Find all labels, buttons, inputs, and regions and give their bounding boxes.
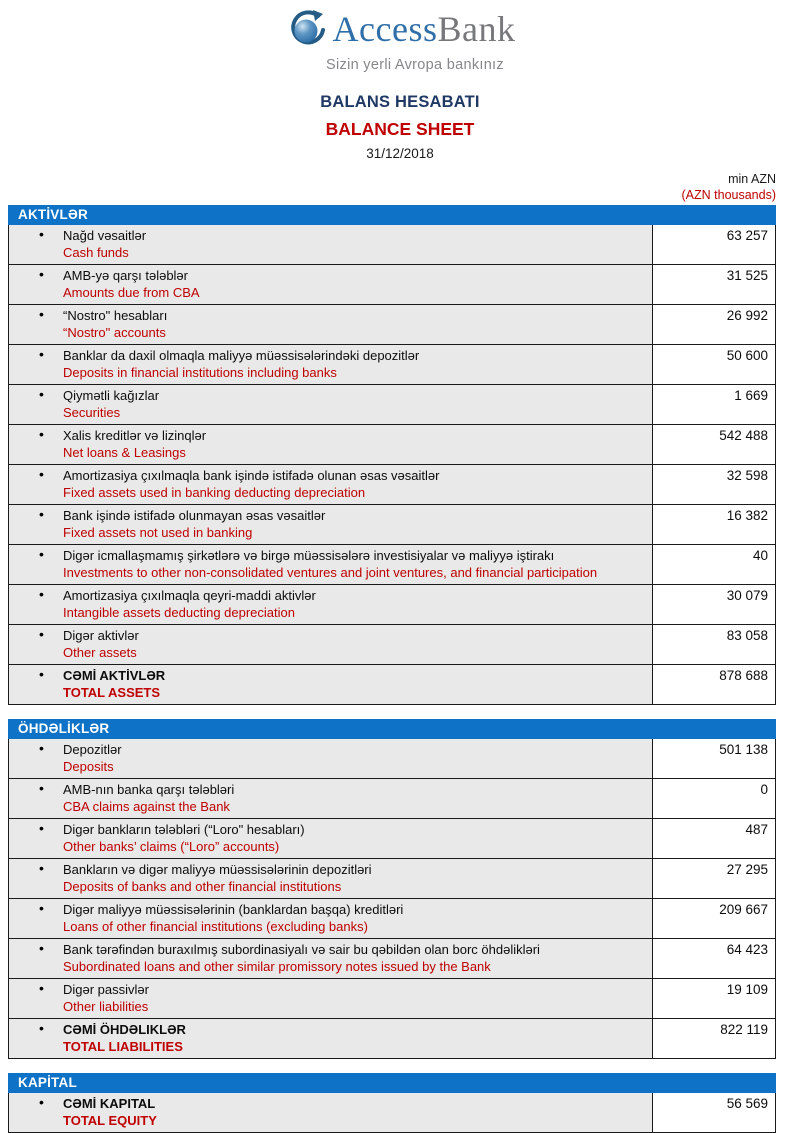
row-label-az: Amortizasiya çıxılmaqla qeyri-maddi aktivlər	[63, 588, 316, 603]
row-value: 56 569	[653, 1093, 775, 1132]
row-label-en: Other banks’ claims (“Loro” accounts)	[63, 839, 280, 854]
section-header: ÖHDƏLİKLƏR	[8, 719, 776, 739]
report-date: 31/12/2018	[366, 146, 434, 161]
bullet-icon: •	[39, 426, 44, 442]
section-rows	[8, 739, 776, 1059]
section-header: AKTİVLƏR	[8, 205, 776, 225]
table-row	[9, 1093, 775, 1132]
row-label-cell	[9, 305, 653, 344]
row-value: 0	[653, 779, 775, 818]
row-label-en: Net loans & Leasings	[63, 445, 186, 460]
row-label-cell	[9, 505, 653, 544]
table-row	[9, 225, 775, 265]
bullet-icon: •	[39, 1094, 44, 1110]
table-row	[9, 899, 775, 939]
table-row	[9, 779, 775, 819]
row-value: 40	[653, 545, 775, 584]
table-row	[9, 819, 775, 859]
table-row	[9, 939, 775, 979]
row-value: 32 598	[653, 465, 775, 504]
bullet-icon: •	[39, 820, 44, 836]
table-row	[9, 505, 775, 545]
row-value: 31 525	[653, 265, 775, 304]
row-label-az: Bank işində istifadə olunmayan əsas vəsaitlər	[63, 508, 326, 523]
row-label-az: AMB-nın banka qarşı tələbləri	[63, 782, 235, 797]
row-value: 1 669	[653, 385, 775, 424]
row-value: 487	[653, 819, 775, 858]
table-row	[9, 665, 775, 704]
row-label-az: Bank tərəfindən buraxılmış subordinasiyalı və sair bu qəbildən olan borc öhdəlikləri	[63, 942, 540, 957]
row-label-az: Amortizasiya çıxılmaqla bank işində istifadə olunan əsas vəsaitlər	[63, 468, 440, 483]
table-row	[9, 385, 775, 425]
table-row	[9, 465, 775, 505]
row-label-cell	[9, 665, 653, 704]
globe-arrows-icon	[285, 8, 327, 50]
unit-note-en: (AZN thousands)	[681, 188, 776, 202]
row-value: 64 423	[653, 939, 775, 978]
row-label-az: Nağd vəsaitlər	[63, 228, 147, 243]
row-label-en: Fixed assets used in banking deducting depreciation	[63, 485, 366, 500]
row-label-cell	[9, 545, 653, 584]
accessbank-logo	[285, 8, 516, 50]
balance-section	[8, 719, 776, 1059]
row-label-cell	[9, 1093, 653, 1132]
bullet-icon: •	[39, 626, 44, 642]
brand-tagline: Sizin yerli Avropa bankınız	[326, 57, 504, 73]
bullet-icon: •	[39, 740, 44, 756]
unit-note-az: min AZN	[728, 172, 776, 186]
bullet-icon: •	[39, 940, 44, 956]
bullet-icon: •	[39, 586, 44, 602]
row-label-cell	[9, 819, 653, 858]
row-label-az: Digər passivlər	[63, 982, 149, 997]
row-label-en: Deposits of banks and other financial institutions	[63, 879, 342, 894]
row-label-cell	[9, 585, 653, 624]
row-label-cell	[9, 425, 653, 464]
section-rows	[8, 1093, 776, 1133]
table-row	[9, 625, 775, 665]
row-label-cell	[9, 979, 653, 1018]
row-label-az: Digər bankların tələbləri (“Loro" hesabları)	[63, 822, 305, 837]
logo-wordmark	[333, 11, 516, 47]
row-label-az: Depozitlər	[63, 742, 122, 757]
row-value: 27 295	[653, 859, 775, 898]
row-label-az: “Nostro" hesabları	[63, 308, 168, 323]
row-label-cell	[9, 739, 653, 778]
table-row	[9, 739, 775, 779]
balance-section	[8, 1073, 776, 1133]
row-label-en: Loans of other financial institutions (excluding banks)	[63, 919, 368, 934]
row-label-cell	[9, 939, 653, 978]
bullet-icon: •	[39, 546, 44, 562]
table-row	[9, 265, 775, 305]
document-header	[0, 0, 800, 161]
bullet-icon: •	[39, 346, 44, 362]
row-value: 50 600	[653, 345, 775, 384]
row-label-az: Qiymətli kağızlar	[63, 388, 160, 403]
logo-text-access: Access	[332, 9, 438, 49]
row-label-cell	[9, 465, 653, 504]
row-label-az: Banklar da daxil olmaqla maliyyə müəssisələrindəki depozitlər	[63, 348, 420, 363]
row-label-en: Deposits in financial institutions including banks	[63, 365, 337, 380]
row-label-az: CƏMİ KAPITAL	[63, 1096, 156, 1111]
bullet-icon: •	[39, 506, 44, 522]
bullet-icon: •	[39, 306, 44, 322]
row-label-az: AMB-yə qarşı tələblər	[63, 268, 188, 283]
row-label-en: Other assets	[63, 645, 137, 660]
page-title-en: BALANCE SHEET	[325, 119, 475, 139]
table-row	[9, 859, 775, 899]
table-row	[9, 345, 775, 385]
unit-note	[8, 171, 776, 203]
row-label-en: Deposits	[63, 759, 114, 774]
row-label-en: “Nostro" accounts	[63, 325, 166, 340]
row-label-cell	[9, 385, 653, 424]
row-label-az: CƏMİ AKTİVLƏR	[63, 668, 166, 683]
row-label-cell	[9, 1019, 653, 1058]
row-value: 209 667	[653, 899, 775, 938]
section-rows	[8, 225, 776, 705]
row-label-cell	[9, 625, 653, 664]
logo-text-bank: Bank	[437, 9, 516, 49]
row-label-en: Other liabilities	[63, 999, 149, 1014]
row-label-en: TOTAL ASSETS	[63, 685, 161, 700]
row-label-cell	[9, 345, 653, 384]
row-value: 16 382	[653, 505, 775, 544]
bullet-icon: •	[39, 780, 44, 796]
page-title-az: BALANS HESABATI	[320, 93, 480, 111]
bullet-icon: •	[39, 900, 44, 916]
row-label-az: Digər icmallaşmamış şirkətlərə və birgə müəssisələrə investisiyalar və maliyyə iştirakı	[63, 548, 555, 563]
bullet-icon: •	[39, 386, 44, 402]
row-value: 83 058	[653, 625, 775, 664]
row-label-en: Subordinated loans and other similar promissory notes issued by the Bank	[63, 959, 491, 974]
row-label-cell	[9, 859, 653, 898]
row-label-az: Digər aktivlər	[63, 628, 139, 643]
row-label-az: CƏMİ ÖHDƏLIKLƏR	[63, 1022, 186, 1037]
row-label-cell	[9, 899, 653, 938]
bullet-icon: •	[39, 226, 44, 242]
bullet-icon: •	[39, 666, 44, 682]
table-row	[9, 545, 775, 585]
row-label-en: TOTAL LIABILITIES	[63, 1039, 183, 1054]
row-label-en: Fixed assets not used in banking	[63, 525, 253, 540]
table-row	[9, 979, 775, 1019]
row-value: 26 992	[653, 305, 775, 344]
row-value: 822 119	[653, 1019, 775, 1058]
row-label-cell	[9, 265, 653, 304]
row-label-en: Cash funds	[63, 245, 129, 260]
bullet-icon: •	[39, 860, 44, 876]
row-value: 30 079	[653, 585, 775, 624]
row-value: 542 488	[653, 425, 775, 464]
row-label-az: Bankların və digər maliyyə müəssisələrinin depozitləri	[63, 862, 372, 877]
row-label-en: Intangible assets deducting depreciation	[63, 605, 295, 620]
table-row	[9, 585, 775, 625]
row-label-en: Investments to other non-consolidated ventures and joint ventures, and financial participation	[63, 565, 598, 580]
bullet-icon: •	[39, 266, 44, 282]
row-value: 19 109	[653, 979, 775, 1018]
row-value: 63 257	[653, 225, 775, 264]
table-row	[9, 425, 775, 465]
row-value: 501 138	[653, 739, 775, 778]
row-label-cell	[9, 779, 653, 818]
row-label-cell	[9, 225, 653, 264]
table-row	[9, 305, 775, 345]
bullet-icon: •	[39, 1020, 44, 1036]
row-value: 878 688	[653, 665, 775, 704]
row-label-en: CBA claims against the Bank	[63, 799, 230, 814]
sections-container	[8, 205, 776, 1133]
section-header: KAPİTAL	[8, 1073, 776, 1093]
row-label-az: Xalis kreditlər və lizinqlər	[63, 428, 207, 443]
bullet-icon: •	[39, 980, 44, 996]
bullet-icon: •	[39, 466, 44, 482]
table-row	[9, 1019, 775, 1058]
row-label-en: Securities	[63, 405, 121, 420]
row-label-az: Digər maliyyə müəssisələrinin (banklardan başqa) kreditləri	[63, 902, 404, 917]
row-label-en: Amounts due from CBA	[63, 285, 200, 300]
row-label-en: TOTAL EQUITY	[63, 1113, 157, 1128]
balance-section	[8, 205, 776, 705]
